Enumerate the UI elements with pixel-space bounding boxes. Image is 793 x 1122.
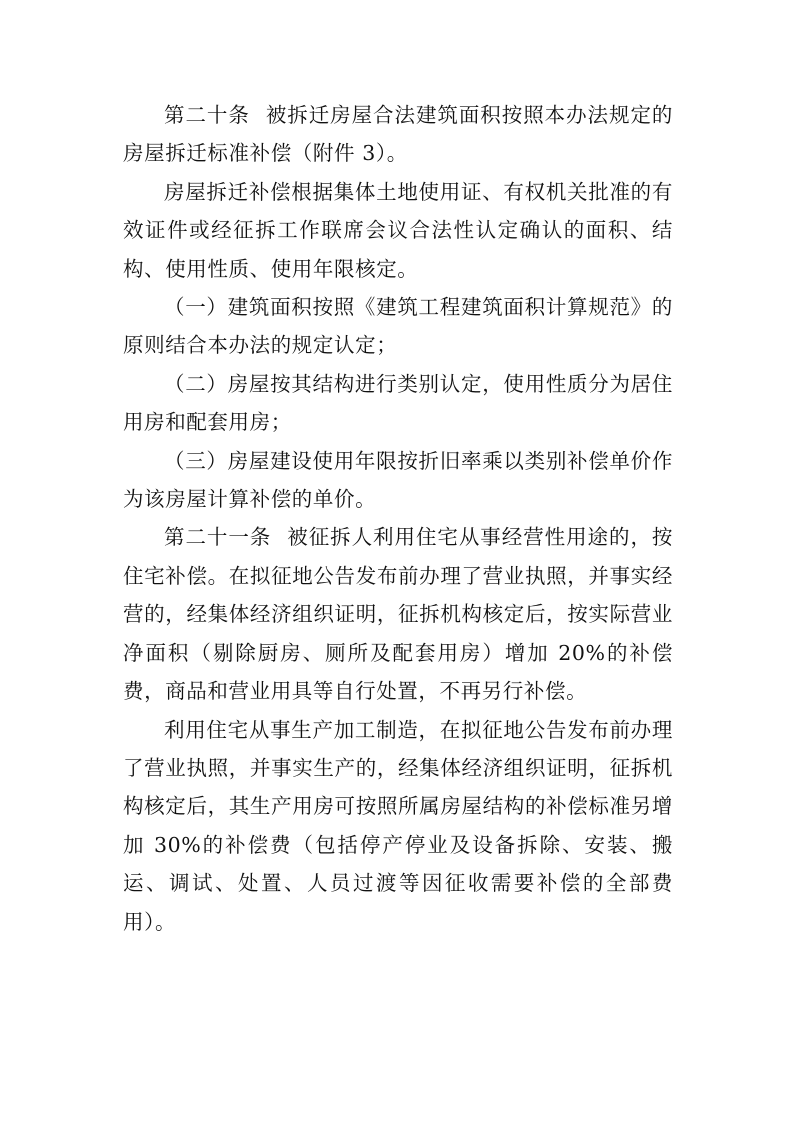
item-2-paragraph: （二）房屋按其结构进行类别认定，使用性质分为居住用房和配套用房； <box>123 371 673 435</box>
item-1-paragraph: （一）建筑面积按照《建筑工程建筑面积计算规范》的原则结合本办法的规定认定； <box>123 295 673 358</box>
article-21-heading: 第二十一条 <box>164 525 272 550</box>
article-20-paragraph <box>123 96 673 173</box>
article-21-paragraph <box>123 518 673 710</box>
compensation-basis-paragraph: 房屋拆迁补偿根据集体土地使用证、有权机关批准的有效证件或经征拆工作联席会议合法性认定确认的面积、结构、使用性质、使用年限核定。 <box>123 179 673 281</box>
item-3-paragraph: （三）房屋建设使用年限按折旧率乘以类别补偿单价作为该房屋计算补偿的单价。 <box>123 448 673 512</box>
article-20-heading: 第二十条 <box>164 103 250 127</box>
article-20-text: 被拆迁房屋合法建筑面积按照本办法规定的房屋拆迁标准补偿（附件 3）。 <box>123 103 674 166</box>
article-21-text: 被征拆人利用住宅从事经营性用途的，按住宅补偿。在拟征地公告发布前办理了营业执照，并事实经营的，经集体经济组织证明，征拆机构核定后，按实际营业净面积（剔除厨房、厕所及配套用房）增加 20%的补偿费，商品和营业用具等自行处置，不再另行补偿。 <box>123 525 673 704</box>
document-page <box>123 96 673 941</box>
production-use-paragraph: 利用住宅从事生产加工制造，在拟征地公告发布前办理了营业执照，并事实生产的，经集体经济组织证明，征拆机构核定后，其生产用房可按照所属房屋结构的补偿标准另增加 30%的补偿费（包括停产停业及设备拆除、安装、搬运、调试、处置、人员过渡等因征收需要补偿的全部费用）。 <box>123 717 673 934</box>
